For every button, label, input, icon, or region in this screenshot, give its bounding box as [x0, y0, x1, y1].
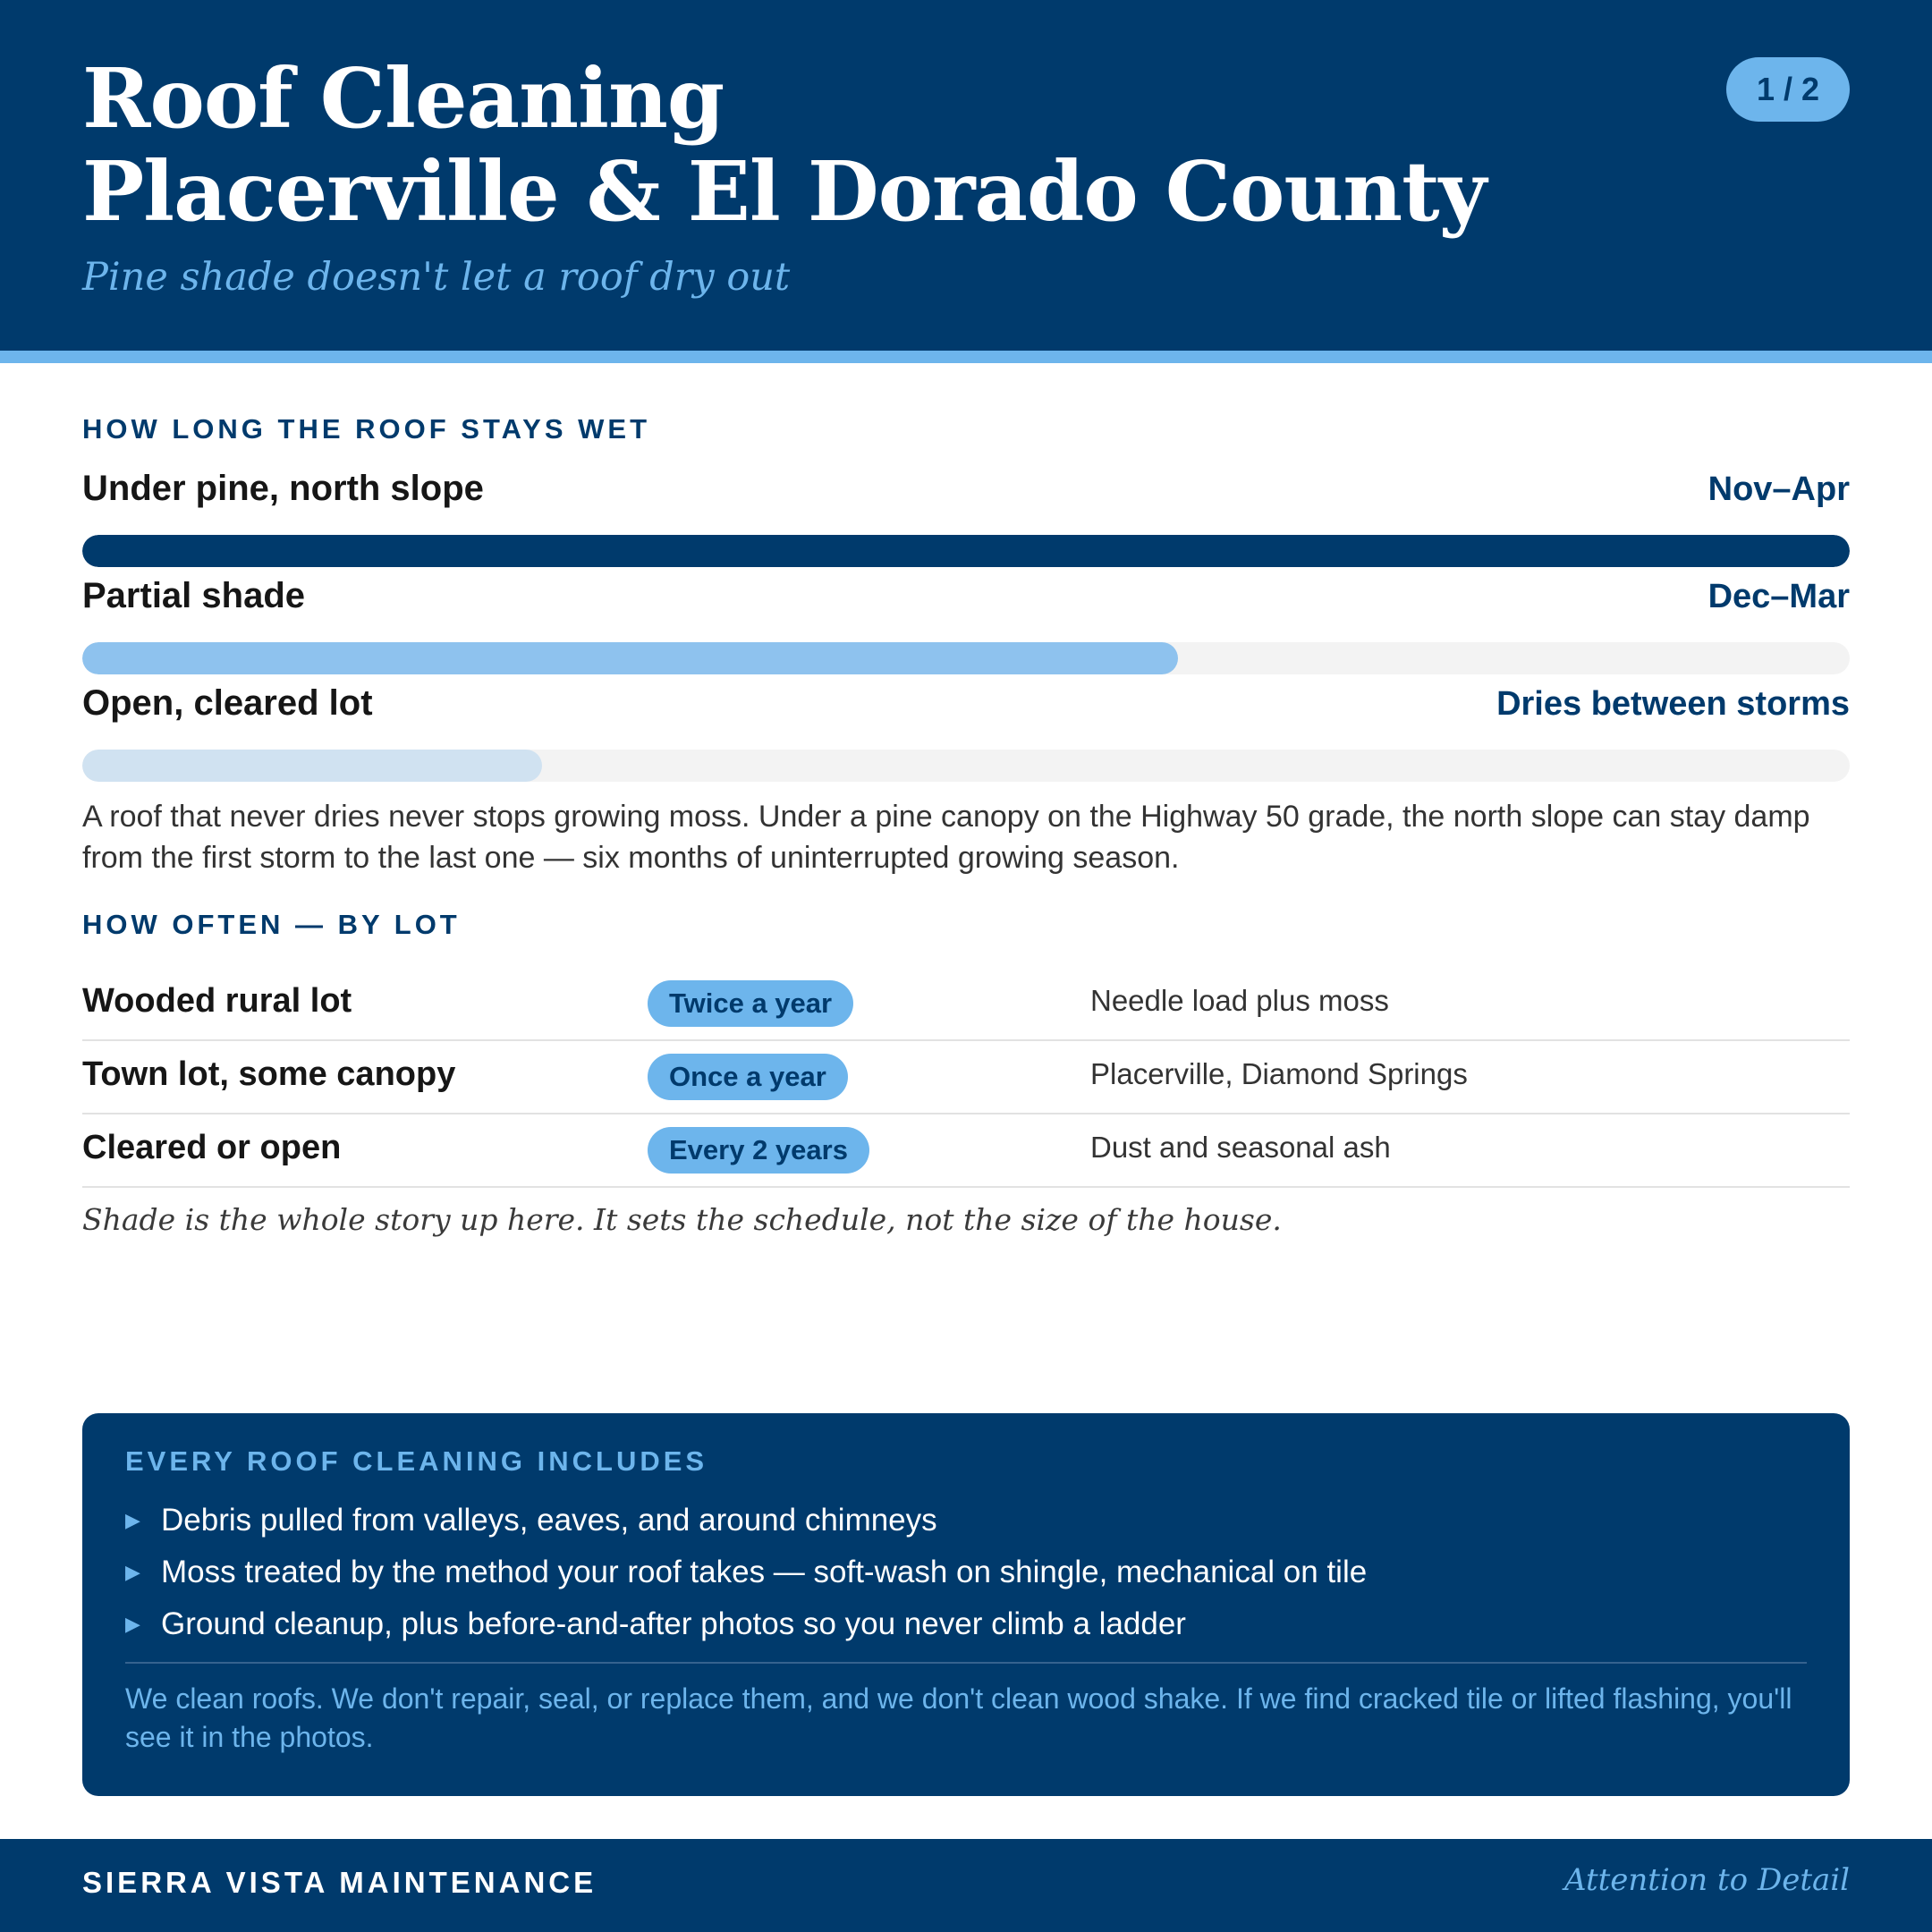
title-line-1: Roof Cleaning: [82, 50, 724, 147]
wet-bar-fill: [82, 750, 542, 782]
list-item-text: Ground cleanup, plus before-and-after photos so you never climb a ladder: [161, 1606, 1186, 1641]
triangle-right-icon: ▶: [125, 1509, 140, 1531]
wet-section-heading: HOW LONG THE ROOF STAYS WET: [82, 413, 650, 445]
page-subtitle: Pine shade doesn't let a roof dry out: [82, 255, 791, 300]
includes-list: [125, 1496, 1367, 1651]
wet-bar-fill: [82, 535, 1850, 567]
includes-panel: [82, 1413, 1850, 1796]
moss-explanation-paragraph: A roof that never dries never stops growing moss. Under a pine canopy on the Highway 50 grade, the north slope can stay damp from the first storm to the last one — six months of uninterrupted growing season.: [82, 800, 1810, 875]
frequency-pill: Once a year: [648, 1054, 848, 1100]
company-tagline: Attention to Detail: [1563, 1862, 1850, 1898]
lot-type: Wooded rural lot: [82, 982, 352, 1020]
frequency-pill: Every 2 years: [648, 1127, 869, 1174]
list-item-text: Debris pulled from valleys, eaves, and around chimneys: [161, 1503, 937, 1538]
page-indicator-badge: 1 / 2: [1726, 57, 1850, 122]
header-banner: [0, 0, 1932, 351]
page-title: [82, 52, 1486, 238]
footer-bar: [0, 1839, 1932, 1932]
frequency-table: [82, 968, 1850, 1188]
wet-bar-track: [82, 642, 1850, 674]
company-name: SIERRA VISTA MAINTENANCE: [82, 1866, 597, 1899]
title-line-2: Placerville & El Dorado County: [82, 143, 1487, 240]
list-item: [125, 1547, 1367, 1599]
triangle-right-icon: ▶: [125, 1613, 140, 1635]
frequency-note: Placerville, Diamond Springs: [1090, 1057, 1468, 1090]
list-item: [125, 1599, 1367, 1651]
wet-bar-value: Dries between storms: [1496, 685, 1850, 723]
service-disclaimer: We clean roofs. We don't repair, seal, or replace them, and we don't clean wood shake. If we find cracked tile or lifted flashing, you'll see it in the photos.: [125, 1682, 1792, 1753]
wet-bar-label: Partial shade: [82, 576, 306, 615]
wet-bar-track: [82, 535, 1850, 567]
header-divider: [0, 351, 1932, 363]
table-row: [82, 968, 1850, 1041]
wet-bar-label: Under pine, north slope: [82, 469, 484, 508]
closing-note: Shade is the whole story up here. It sets the schedule, not the size of the house.: [82, 1202, 1282, 1237]
list-item-text: Moss treated by the method your roof takes — soft-wash on shingle, mechanical on tile: [161, 1555, 1368, 1589]
includes-divider: [125, 1662, 1807, 1664]
wet-bar-fill: [82, 642, 1178, 674]
wet-bar-row: [82, 469, 1850, 519]
frequency-note: Needle load plus moss: [1090, 984, 1389, 1017]
wet-bar-row: [82, 576, 1850, 626]
frequency-section-heading: HOW OFTEN — BY LOT: [82, 909, 461, 940]
lot-type: Cleared or open: [82, 1129, 342, 1166]
list-item: [125, 1496, 1367, 1547]
lot-type: Town lot, some canopy: [82, 1055, 456, 1093]
table-row: [82, 1041, 1850, 1114]
wet-bar-value: Nov–Apr: [1707, 470, 1850, 508]
includes-heading: EVERY ROOF CLEANING INCLUDES: [125, 1445, 708, 1477]
table-row: [82, 1114, 1850, 1188]
wet-bar-row: [82, 683, 1850, 733]
wet-bar-label: Open, cleared lot: [82, 683, 373, 723]
frequency-pill: Twice a year: [648, 980, 853, 1027]
wet-bar-track: [82, 750, 1850, 782]
wet-bar-value: Dec–Mar: [1707, 578, 1850, 615]
frequency-note: Dust and seasonal ash: [1090, 1131, 1391, 1164]
triangle-right-icon: ▶: [125, 1561, 140, 1583]
